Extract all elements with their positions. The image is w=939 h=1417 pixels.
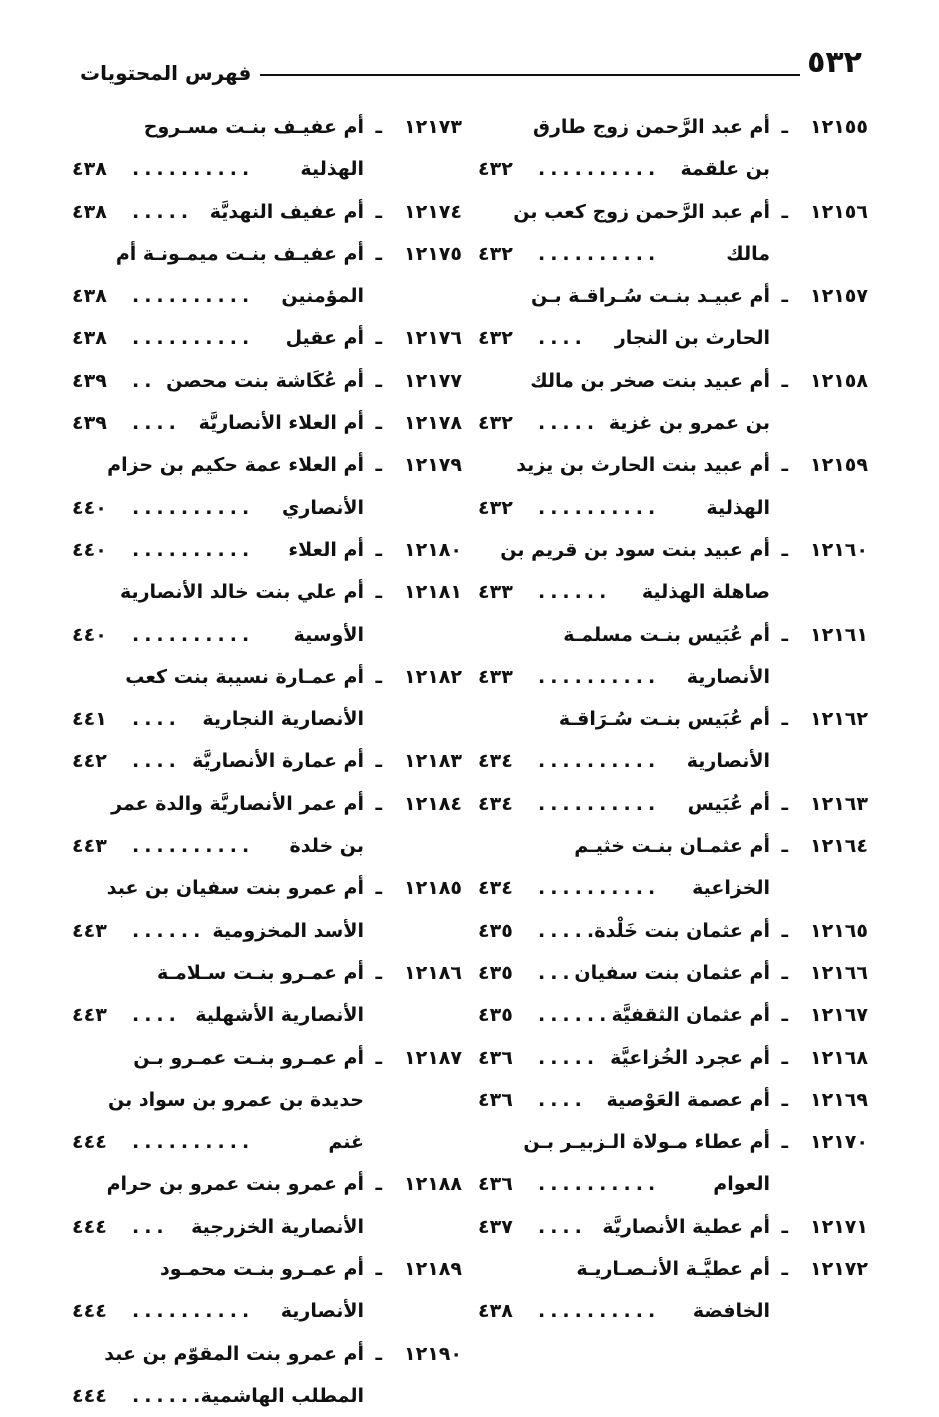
entry-name: أم عبد الرَّحمن زوج كعب بن [513, 200, 770, 223]
entry-number: ١٢١٥٥ [810, 116, 868, 138]
entry-dash: ـ [375, 1342, 382, 1365]
leader-dots: ...... [132, 919, 206, 942]
leader-dots: .... [538, 1215, 587, 1238]
page-reference: ٤٤٠ [72, 496, 107, 519]
entry-number: ١٢١٥٧ [810, 285, 868, 308]
leader-dots: .......... [132, 1300, 255, 1323]
entry-name: أم عمرو بنت سفيان بن عبد [106, 877, 364, 900]
page-reference: ٤٤٣ [72, 919, 107, 942]
entry-dash: ـ [781, 1215, 788, 1238]
toc-entry [72, 783, 462, 825]
entry-dash: ـ [781, 1131, 788, 1154]
entry-dash: ـ [375, 1173, 382, 1196]
entry-dash: ـ [375, 242, 382, 265]
entry-number: ١٢١٦٦ [810, 961, 868, 984]
entry-name-continued: حديدة بن عمرو بن سواد بن [108, 1088, 364, 1111]
page-reference: ٤٣٨ [72, 285, 107, 308]
page-reference: ٤٣٧ [478, 1215, 513, 1238]
page-reference: ٤٣٨ [72, 158, 107, 181]
entry-name: أم عطية الأنصاريَّة [602, 1215, 770, 1238]
entry-name-continued: الأنصارية [280, 1300, 364, 1323]
entry-name-continued: الخزاعية [692, 877, 770, 900]
leader-dots: ...... [538, 581, 612, 604]
entry-name: أم عثمان بنت سفيان [574, 961, 770, 984]
toc-entry-continuation [72, 148, 462, 190]
entry-number: ١٢١٧٣ [404, 116, 462, 138]
entry-name-continued: الحارث بن النجار [614, 327, 770, 350]
entry-name: أم عبيد بنت سود بن قريم بن [500, 538, 770, 561]
entry-name: أم عصمة العَوْصية [606, 1088, 770, 1111]
leader-dots: .... [132, 1004, 181, 1027]
entry-number: ١٢١٨٦ [404, 961, 462, 984]
entry-number: ١٢١٥٨ [810, 369, 868, 392]
entry-number: ١٢١٦٧ [810, 1004, 868, 1027]
entry-name-continued: بن عمرو بن غزية [608, 412, 770, 435]
toc-column-right [478, 106, 868, 1333]
leader-dots: .......... [132, 623, 255, 646]
entry-name: أم عبد الرَّحمن زوج طارق [533, 116, 770, 138]
entry-name: أم عفيف النهديَّة [209, 200, 364, 223]
toc-entry [72, 571, 462, 613]
leader-dots: .......... [538, 750, 661, 773]
entry-name-continued: المطلب الهاشمية [200, 1384, 364, 1407]
leader-dots: .......... [538, 1300, 661, 1323]
leader-dots: .......... [132, 1131, 255, 1154]
entry-dash: ـ [375, 412, 382, 435]
entry-name-continued: الأنصاري [281, 496, 364, 519]
entry-dash: ـ [781, 116, 788, 138]
entry-number: ١٢١٦٨ [810, 1046, 868, 1069]
leader-dots: .......... [538, 158, 661, 181]
leader-dots: .......... [132, 327, 255, 350]
entry-name: أم عقيل [285, 327, 364, 350]
entry-number: ١٢١٦٣ [810, 792, 868, 815]
entry-name-continued: الأنصارية [686, 750, 770, 773]
leader-dots: .... [538, 1088, 587, 1111]
toc-entry [478, 275, 868, 317]
toc-entry [478, 1079, 868, 1121]
page-reference: ٤٤٤ [72, 1384, 107, 1407]
leader-dots: ... [132, 1215, 169, 1238]
entry-name: أم عبيـد بنـت سُـراقـة بـن [530, 285, 770, 308]
toc-entry [478, 952, 868, 994]
toc-entry-continuation [72, 1375, 462, 1417]
leader-dots: .... [132, 708, 181, 731]
toc-entry [72, 360, 462, 402]
entry-dash: ـ [781, 919, 788, 942]
entry-dash: ـ [375, 1258, 382, 1281]
leader-dots: ...... [538, 1004, 612, 1027]
toc-entry-continuation [72, 487, 462, 529]
entry-name: أم عُبَيس بنـت سُـرَاقـة [558, 708, 770, 731]
entry-name: أم العلاء [288, 538, 364, 561]
entry-dash: ـ [375, 327, 382, 350]
entry-name: أم عطاء مـولاة الـزبيـر بـن [523, 1131, 770, 1154]
toc-entry [72, 106, 462, 148]
leader-dots: .... [132, 750, 181, 773]
page-reference: ٤٤٤ [72, 1215, 107, 1238]
toc-entry-continuation [478, 1163, 868, 1205]
page-reference: ٤٣٤ [478, 792, 513, 815]
entry-name: أم عفيـف بنـت مسـروح [143, 116, 364, 138]
page-reference: ٤٣٤ [478, 877, 513, 900]
page-reference: ٤٤١ [72, 708, 107, 731]
entry-dash: ـ [375, 538, 382, 561]
entry-number: ١٢١٦٠ [810, 538, 868, 561]
entry-dash: ـ [781, 1046, 788, 1069]
toc-entry-continuation [72, 1290, 462, 1332]
entry-dash: ـ [781, 454, 788, 477]
page-reference: ٤٣٢ [478, 158, 513, 181]
entry-name-continued: الخافضة [692, 1300, 770, 1323]
entry-number: ١٢١٨٩ [404, 1258, 462, 1281]
entry-name-continued: غنم [328, 1131, 364, 1154]
toc-entry [478, 910, 868, 952]
page-reference: ٤٤٤ [72, 1300, 107, 1323]
toc-entry-continuation [72, 910, 462, 952]
entry-name-continued: العوام [713, 1173, 770, 1196]
entry-dash: ـ [781, 369, 788, 392]
entry-number: ١٢١٧٩ [404, 454, 462, 477]
entry-number: ١٢١٦٢ [810, 708, 868, 731]
entry-name-continued: الأنصارية الخزرجية [191, 1215, 364, 1238]
entry-name: أم علي بنت خالد الأنصارية [119, 581, 364, 604]
leader-dots: ..... [538, 1046, 600, 1069]
toc-entry [72, 1248, 462, 1290]
toc-entry [72, 1037, 462, 1079]
entry-name-continued: الهذلية [706, 496, 770, 519]
toc-entry-continuation [478, 487, 868, 529]
entry-dash: ـ [781, 538, 788, 561]
entry-dash: ـ [781, 285, 788, 308]
entry-name: أم عُبَيس [687, 792, 770, 815]
toc-entry [72, 317, 462, 359]
leader-dots: ... [538, 961, 575, 984]
entry-name-continued: صاهلة الهذلية [641, 581, 770, 604]
entry-dash: ـ [375, 961, 382, 984]
page-reference: ٤٣٨ [72, 200, 107, 223]
entry-name: أم عثمان الثقفيَّة [611, 1004, 770, 1027]
leader-dots: .... [132, 412, 181, 435]
entry-name: أم عجرد الخُزاعيَّة [610, 1046, 770, 1069]
page-number: ٥٣٢ [807, 45, 862, 80]
entry-number: ١٢١٧٢ [810, 1258, 868, 1281]
entry-dash: ـ [375, 665, 382, 688]
toc-entry [72, 529, 462, 571]
page-reference: ٤٤٢ [72, 750, 107, 773]
toc-entry [478, 614, 868, 656]
entry-name: أم عمرو بنت عمرو بن حرام [106, 1173, 364, 1196]
entry-name: أم عمـرو بنـت محمـود [160, 1258, 364, 1281]
entry-name-continued: مالك [726, 242, 770, 265]
entry-name: أم عبيد بنت صخر بن مالك [530, 369, 770, 392]
toc-entry [72, 867, 462, 909]
toc-entry [72, 444, 462, 486]
page-reference: ٤٣٥ [478, 919, 513, 942]
toc-entry-continuation [478, 233, 868, 275]
entry-name: أم عمارة الأنصاريَّة [192, 750, 364, 773]
toc-entry-continuation [478, 148, 868, 190]
toc-entry [478, 994, 868, 1036]
entry-dash: ـ [375, 116, 382, 138]
toc-entry-continuation [72, 1121, 462, 1163]
entry-name: أم العلاء عمة حكيم بن حزام [107, 454, 364, 477]
entry-dash: ـ [375, 454, 382, 477]
toc-entry [478, 825, 868, 867]
leader-dots: .......... [538, 792, 661, 815]
entry-name: أم عبيد بنت الحارث بن يزيد [516, 454, 770, 477]
entry-dash: ـ [781, 623, 788, 646]
entry-name-continued: الأوسية [293, 623, 364, 646]
toc-entry [478, 1037, 868, 1079]
entry-number: ١٢١٨٥ [404, 877, 462, 900]
page-reference: ٤٤٤ [72, 1131, 107, 1154]
entry-dash: ـ [375, 877, 382, 900]
entry-dash: ـ [781, 200, 788, 223]
entry-number: ١٢١٥٦ [810, 200, 868, 223]
entry-number: ١٢١٥٩ [810, 454, 868, 477]
toc-entry [478, 106, 868, 148]
entry-dash: ـ [375, 750, 382, 773]
toc-entry [478, 783, 868, 825]
entry-number: ١٢١٨١ [404, 581, 462, 604]
page-reference: ٤٣٨ [72, 327, 107, 350]
entry-number: ١٢١٨٧ [404, 1046, 462, 1069]
toc-entry [72, 1333, 462, 1375]
leader-dots: .. [132, 369, 157, 392]
entry-name: أم عمرو بنت المقوّم بن عبد [104, 1342, 364, 1365]
entry-name-continued: بن خلدة [289, 835, 364, 858]
entry-number: ١٢١٧٦ [404, 327, 462, 350]
entry-name-continued: المؤمنين [281, 285, 364, 308]
entry-name-continued: الأنصارية الأشهلية [195, 1004, 364, 1027]
toc-entry [478, 191, 868, 233]
toc-entry [478, 1206, 868, 1248]
leader-dots: ...... [132, 1384, 206, 1407]
leader-dots: .......... [538, 1173, 661, 1196]
toc-entry [72, 233, 462, 275]
page-reference: ٤٣٢ [478, 242, 513, 265]
entry-dash: ـ [781, 835, 788, 858]
entry-name-continued: الأنصارية النجارية [202, 708, 364, 731]
leader-dots: .......... [132, 538, 255, 561]
leader-dots: .......... [132, 158, 255, 181]
toc-entry-continuation [72, 1079, 462, 1121]
entry-number: ١٢١٦٤ [810, 835, 868, 858]
page-reference: ٤٤٠ [72, 623, 107, 646]
toc-entry [478, 698, 868, 740]
page-reference: ٤٣٣ [478, 665, 513, 688]
page-reference: ٤٣٣ [478, 581, 513, 604]
entry-dash: ـ [375, 581, 382, 604]
leader-dots: ..... [132, 200, 194, 223]
entry-name-continued: الأنصارية [686, 665, 770, 688]
leader-dots: .......... [538, 877, 661, 900]
entry-number: ١٢١٨٨ [404, 1173, 462, 1196]
page-reference: ٤٣٢ [478, 327, 513, 350]
page-reference: ٤٣٥ [478, 961, 513, 984]
page-reference: ٤٣٤ [478, 750, 513, 773]
leader-dots: .......... [538, 665, 661, 688]
page-reference: ٤٤٣ [72, 1004, 107, 1027]
entry-name: أم عثمـان بنـت خثيـم [574, 835, 770, 858]
header-rule [260, 74, 800, 76]
page-reference: ٤٣٨ [478, 1300, 513, 1323]
entry-number: ١٢١٧٧ [404, 369, 462, 392]
toc-entry-continuation [72, 614, 462, 656]
toc-entry [478, 529, 868, 571]
entry-number: ١٢١٧١ [810, 1215, 868, 1238]
entry-number: ١٢١٦٥ [810, 919, 868, 942]
toc-entry [72, 740, 462, 782]
entry-name: أم عمـارة نسيبة بنت كعب [125, 665, 364, 688]
toc-entry-continuation [72, 994, 462, 1036]
leader-dots: .......... [132, 285, 255, 308]
page-reference: ٤٣٦ [478, 1046, 513, 1069]
entry-number: ١٢١٨٣ [404, 750, 462, 773]
toc-entry-continuation [478, 867, 868, 909]
page-reference: ٤٣٩ [72, 412, 107, 435]
entry-dash: ـ [375, 1046, 382, 1069]
entry-dash: ـ [781, 792, 788, 815]
entry-number: ١٢١٧٠ [810, 1131, 868, 1154]
entry-name: أم عثمان بنت خَلْدة [594, 919, 770, 942]
toc-entry [478, 1248, 868, 1290]
toc-entry-continuation [72, 825, 462, 867]
toc-entry-continuation [478, 317, 868, 359]
entry-name-continued: بن علقمة [680, 158, 770, 181]
entry-number: ١٢١٧٥ [404, 242, 462, 265]
toc-entry [72, 1163, 462, 1205]
page-reference: ٤٣٥ [478, 1004, 513, 1027]
entry-dash: ـ [781, 708, 788, 731]
entry-dash: ـ [781, 1258, 788, 1281]
entry-dash: ـ [375, 200, 382, 223]
entry-number: ١٢١٨٢ [404, 665, 462, 688]
entry-dash: ـ [781, 1004, 788, 1027]
entry-dash: ـ [375, 369, 382, 392]
entry-name: أم عمـرو بنـت عمـرو بـن [133, 1046, 364, 1069]
toc-entry-continuation [72, 1206, 462, 1248]
entry-name-continued: الهذلية [300, 158, 364, 181]
leader-dots: .......... [538, 496, 661, 519]
page-reference: ٤٣٢ [478, 412, 513, 435]
page-header [80, 42, 862, 92]
toc-column-left [72, 106, 462, 1417]
page-reference: ٤٤٣ [72, 835, 107, 858]
toc-entry-continuation [478, 740, 868, 782]
entry-name: أم العلاء الأنصاريَّة [198, 412, 364, 435]
toc-entry [478, 360, 868, 402]
entry-number: ١٢١٧٤ [404, 200, 462, 223]
entry-number: ١٢١٩٠ [404, 1342, 462, 1365]
page-reference: ٤٣٦ [478, 1088, 513, 1111]
entry-number: ١٢١٦١ [810, 623, 868, 646]
toc-entry-continuation [72, 275, 462, 317]
toc-entry-continuation [478, 1290, 868, 1332]
toc-entry [478, 444, 868, 486]
page-reference: ٤٣٢ [478, 496, 513, 519]
entry-number: ١٢١٧٨ [404, 412, 462, 435]
toc-entry [72, 952, 462, 994]
toc-entry [72, 402, 462, 444]
entry-number: ١٢١٦٩ [810, 1088, 868, 1111]
leader-dots: ..... [538, 412, 600, 435]
entry-dash: ـ [375, 792, 382, 815]
leader-dots: .......... [132, 835, 255, 858]
toc-entry-continuation [478, 656, 868, 698]
page-reference: ٤٣٦ [478, 1173, 513, 1196]
entry-name: أم عمـرو بنـت سـلامـة [156, 961, 364, 984]
entry-name: أم عطيَّـة الأنـصـاريـة [576, 1258, 770, 1281]
toc-entry-continuation [478, 571, 868, 613]
page-reference: ٤٤٠ [72, 538, 107, 561]
entry-name: أم عمر الأنصاريَّة والدة عمر [111, 792, 364, 815]
entry-number: ١٢١٨٠ [404, 538, 462, 561]
leader-dots: .......... [538, 242, 661, 265]
toc-entry [478, 1121, 868, 1163]
entry-name-continued: الأسد المخزومية [212, 919, 364, 942]
leader-dots: ...... [538, 919, 612, 942]
entry-dash: ـ [781, 1088, 788, 1111]
toc-entry-continuation [72, 698, 462, 740]
toc-entry [72, 191, 462, 233]
entry-name: أم عُبَيس بنـت مسلمـة [563, 623, 770, 646]
entry-number: ١٢١٨٤ [404, 792, 462, 815]
leader-dots: .... [538, 327, 587, 350]
page-reference: ٤٣٩ [72, 369, 107, 392]
entry-dash: ـ [781, 961, 788, 984]
entry-name: أم عُكَاشة بنت محصن [166, 369, 364, 392]
leader-dots: .......... [132, 496, 255, 519]
toc-entry [72, 656, 462, 698]
running-title: فهرس المحتويات [80, 61, 252, 85]
entry-name: أم عفيـف بنـت ميمـونـة أم [115, 242, 364, 265]
toc-entry-continuation [478, 402, 868, 444]
